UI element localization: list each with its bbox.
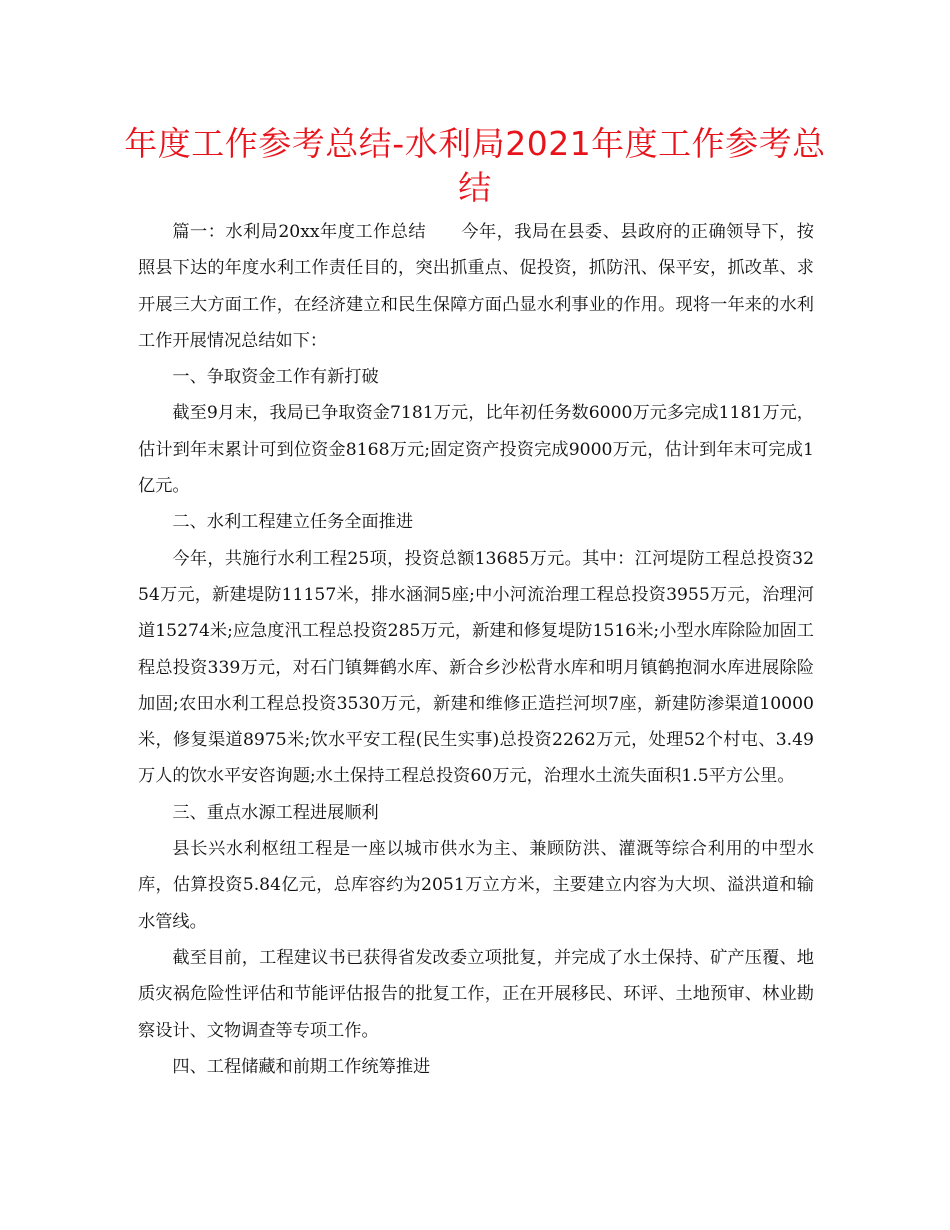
paragraph-projects: 今年，共施行水利工程25项，投资总额13685万元。其中：江河堤防工程总投资3254万元，新建堤防11157米，排水涵洞5座;中小河流治理工程总投资3955万元，治理河道15274米;应急度汛工程总投资285万元，新建和修复堤防1516米;小型水库除险加固工程总投资339万元，对石门镇舞鹤水库、新合乡沙松背水库和明月镇鹤抱洞水库进展除险加固;农田水利工程总投资3530万元，新建和维修正造拦河坝7座，新建防渗渠道10000米，修复渠道8975米;饮水平安工程(民生实事)总投资2262万元，处理52个村屯、3.49万人的饮水平安咨询题;水土保持工程总投资60万元，治理水土流失面积1.5平方公里。 [138, 548, 814, 787]
heading-section-3: 三、重点水源工程进展顺利 [172, 802, 379, 823]
heading-section-2: 二、水利工程建立任务全面推进 [172, 512, 414, 533]
heading-section-4: 四、工程储藏和前期工作统筹推进 [172, 1056, 431, 1077]
paragraph-intro: 篇一：水利局20xx年度工作总结 今年，我局在县委、县政府的正确领导下，按照县下达的年度水利工作责任目的，突出抓重点、促投资，抓防汛、保平安，抓改革、求开展三大方面工作，在经济建立和民生保障方面凸显水利事业的作用。现将一年来的水利工作开展情况总结如下： [138, 222, 814, 351]
paragraph-funding: 截至9月末，我局已争取资金7181万元，比年初任务数6000万元多完成1181万元，估计到年末累计可到位资金8168万元;固定资产投资完成9000万元，估计到年末可完成1亿元。 [138, 403, 814, 497]
document-body [138, 214, 814, 1085]
heading-section-1: 一、争取资金工作有新打破 [172, 367, 379, 388]
paragraph-reservoir: 县长兴水利枢纽工程是一座以城市供水为主、兼顾防洪、灌溉等综合利用的中型水库，估算投资5.84亿元，总库容约为2051万立方米，主要建立内容为大坝、溢洪道和输水管线。 [138, 839, 814, 932]
paragraph-approval: 截至目前，工程建议书已获得省发改委立项批复，并完成了水土保持、矿产压覆、地质灾祸危险性评估和节能评估报告的批复工作，正在开展移民、环评、土地预审、林业勘察设计、文物调查等专项工作。 [138, 947, 814, 1041]
document-title: 年度工作参考总结-水利局2021年度工作参考总结 [124, 124, 826, 207]
